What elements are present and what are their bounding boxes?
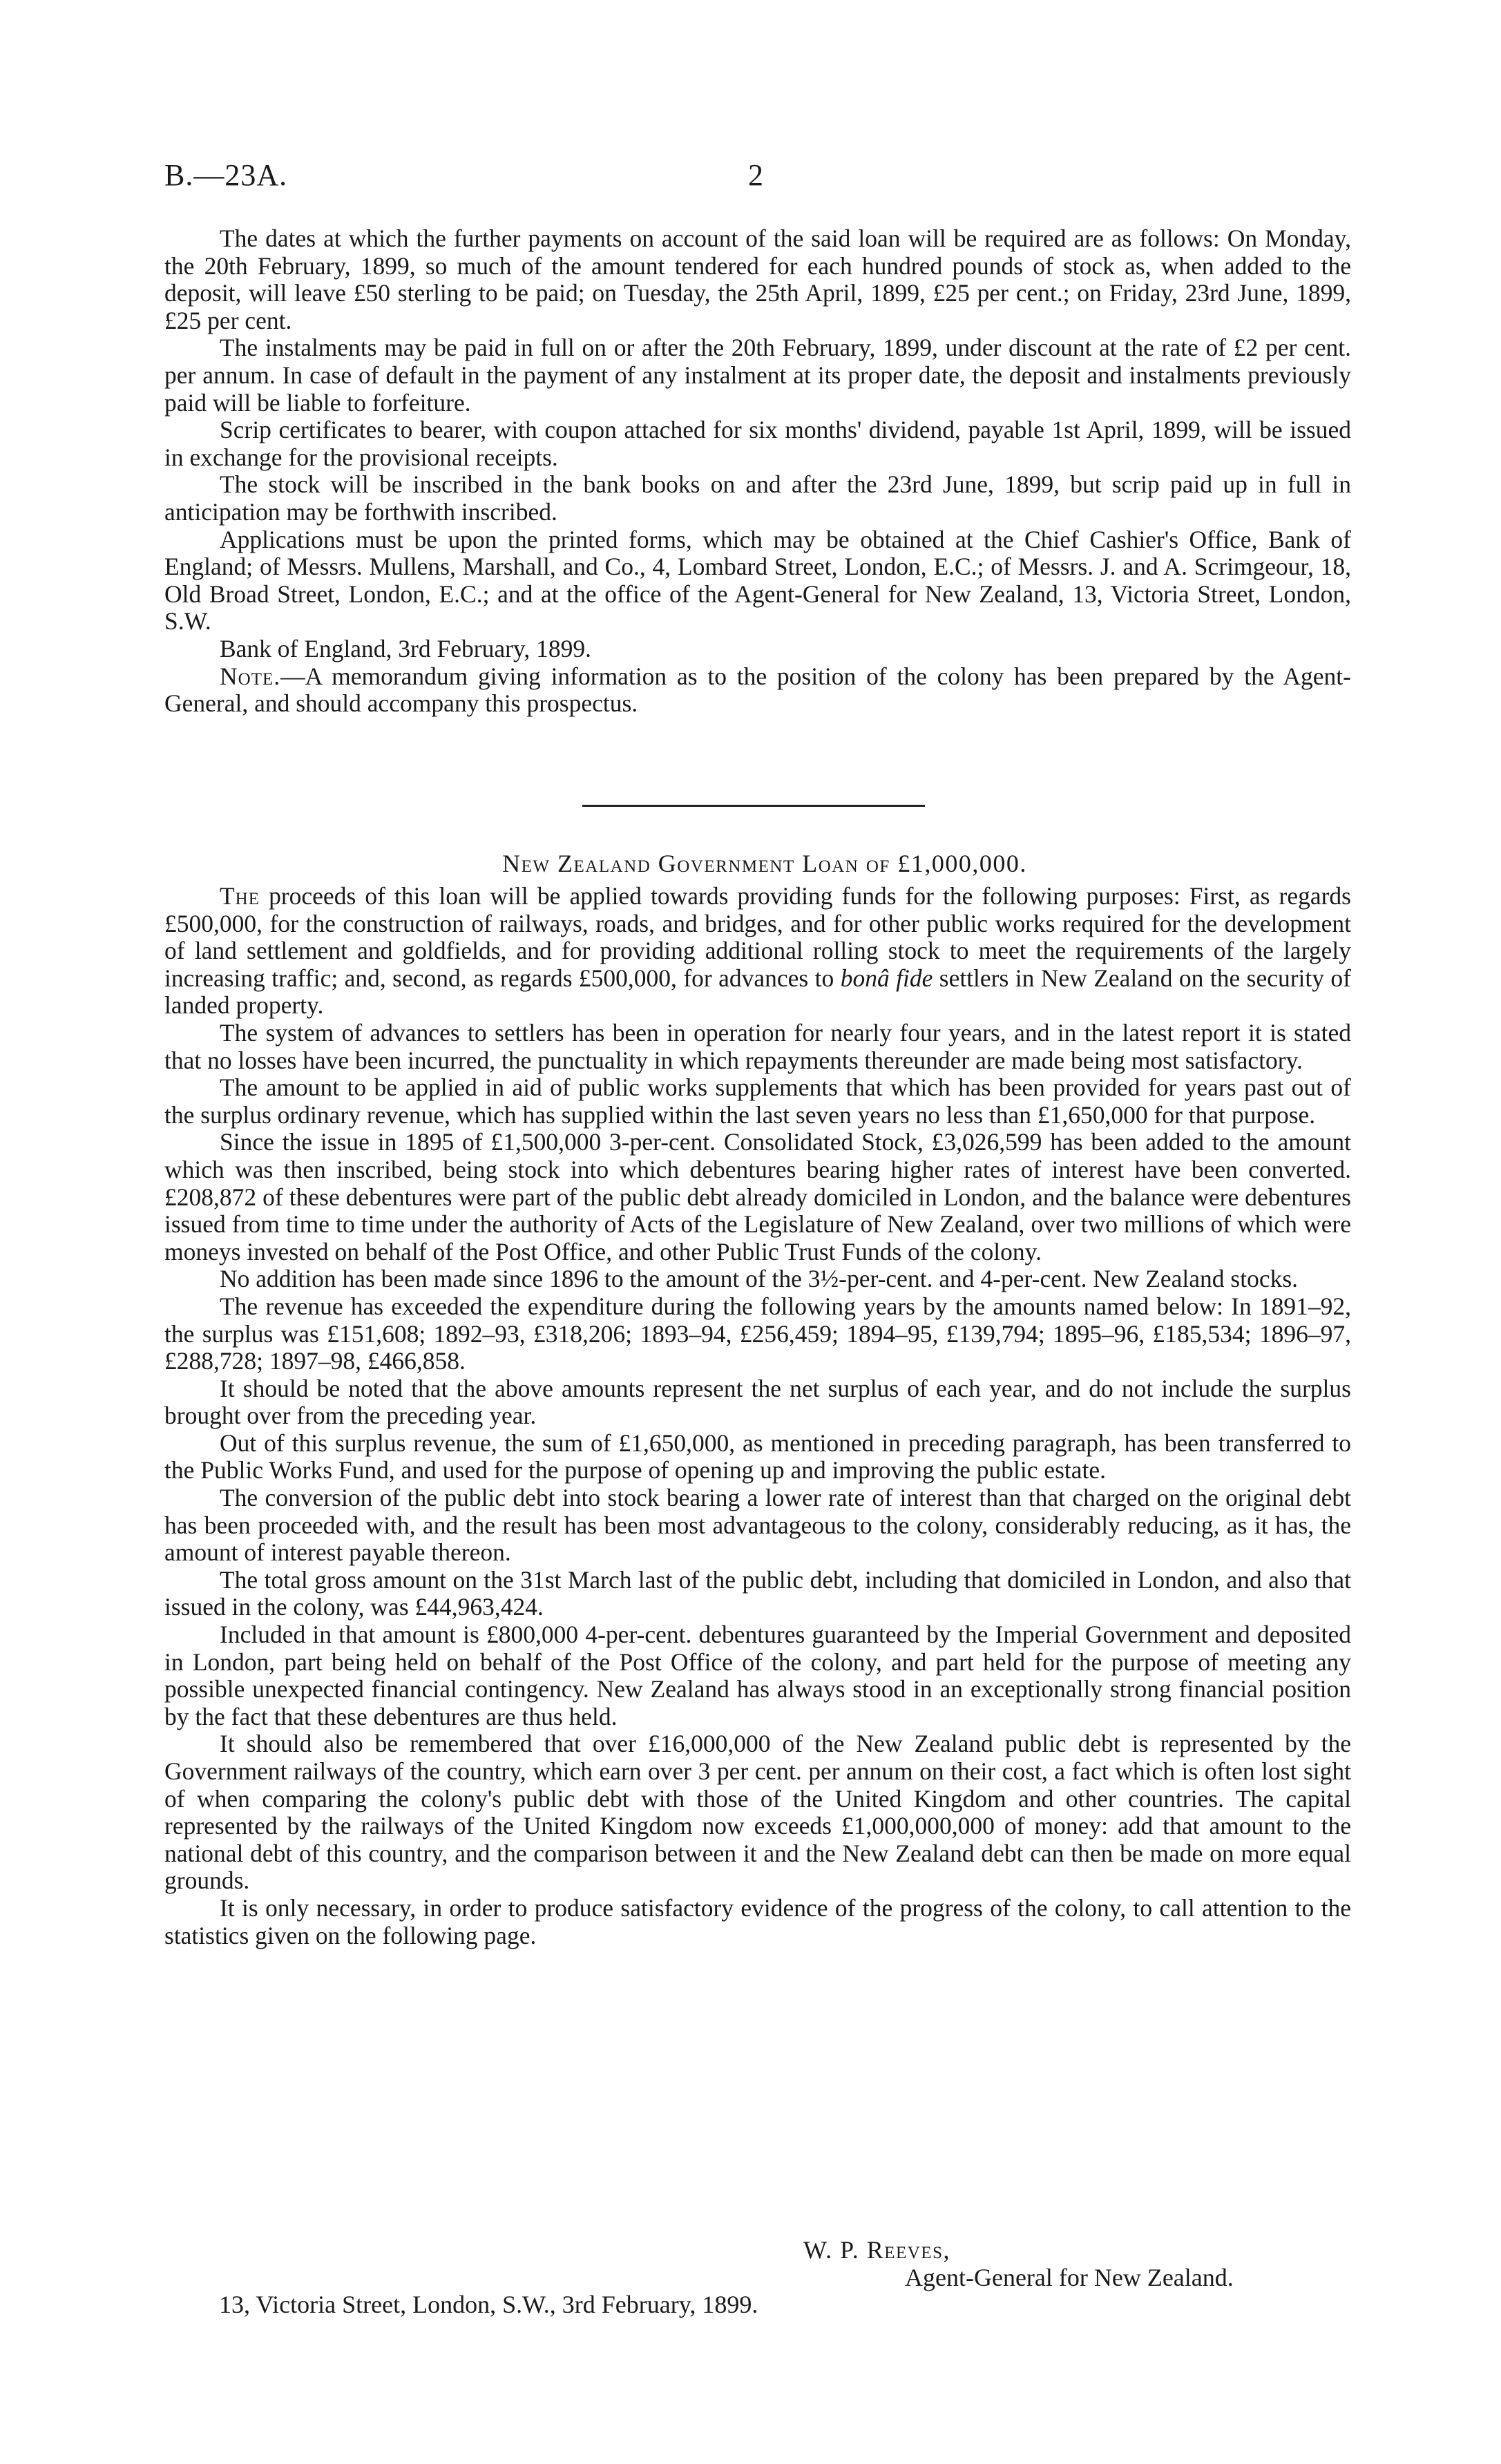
paragraph-scrip-certificates: Scrip certificates to bearer, with coupon attached for six months' dividend, payable 1st April, 1899, will be issued in exchange for the provisional receipts. bbox=[164, 416, 1351, 471]
signatory-title: Agent-General for New Zealand. bbox=[905, 2264, 1234, 2291]
paragraph-instalments: The instalments may be paid in full on or after the 20th February, 1899, under discount at the rate of £2 per cent. per annum. In case of default in the payment of any instalment at its proper date, the deposit and instalments previously paid will be liable to forfeiture. bbox=[164, 334, 1351, 417]
paragraph-text: settlers in New Zealand on the security of landed property. bbox=[164, 964, 1351, 1020]
signoff-address-date: 13, Victoria Street, London, S.W., 3rd February, 1899. bbox=[219, 2291, 758, 2318]
italic-phrase: bonâ fide bbox=[840, 964, 933, 992]
paragraph-railways: It should also be remembered that over £16,000,000 of the New Zealand public debt is represented by the Government railways of the country, which earn over 3 per cent. per annum on their cost, a fact which is often lost sight of when comparing the colony's public debt with those of the United Kingdom and other countries. The capital represented by the railways of the United Kingdom now exceeds £1,000,000,000 of money: add that amount to the national debt of this country, and the comparison between it and the New Zealand debt can then be made on more equal grounds. bbox=[164, 1730, 1351, 1895]
paragraph-advances-system: The system of advances to settlers has been in operation for nearly four years, and in the latest report it is stated that no losses have been incurred, the punctuality in which repayments thereunder are made being most satisfactory. bbox=[164, 1018, 1351, 1074]
paragraph-imperial-debentures: Included in that amount is £800,000 4-per-cent. debentures guaranteed by the Imperial Government and deposited in London, part being held on behalf of the Post Office of the colony, and part held for the purpose of meeting any possible unexpected financial contingency. New Zealand has always stood in an exceptionally strong financial position by the fact that these debentures are thus held. bbox=[164, 1621, 1351, 1730]
note-text: —A memorandum giving information as to the position of the colony has been prepared by the Agent-General, and should accompany this prospectus. bbox=[164, 662, 1351, 718]
paragraph-bank-date: Bank of England, 3rd February, 1899. bbox=[220, 634, 591, 662]
paragraph-consolidated-stock: Since the issue in 1895 of £1,500,000 3-per-cent. Consolidated Stock, £3,026,599 has been added to the amount which was then inscribed, being stock into which debentures bearing higher rates of interest have been converted. £208,872 of these debentures were part of the public debt already domiciled in London, and the balance were debentures issued from time to time under the authority of Acts of the Legislature of New Zealand, over two millions of which were moneys invested on behalf of the Post Office, and other Public Trust Funds of the colony. bbox=[164, 1128, 1351, 1266]
paragraph-total-debt: The total gross amount on the 31st March last of the public debt, including that domiciled in London, and also that issued in the colony, was £44,963,424. bbox=[164, 1565, 1351, 1621]
loan-title: New Zealand Government Loan of £1,000,000. bbox=[502, 850, 1027, 877]
section-divider bbox=[582, 805, 925, 807]
paragraph-net-surplus-note: It should be noted that the above amounts represent the net surplus of each year, and do not include the surplus brought over from the preceding year. bbox=[164, 1374, 1351, 1430]
signatory-name: W. P. Reeves, bbox=[803, 2236, 950, 2264]
prospectus-terms-section bbox=[164, 225, 1351, 718]
paragraph-revenue-surplus: The revenue has exceeded the expenditure during the following years by the amounts named below: In 1891–92, the surplus was £151,608; 1892–93, £318,206; 1893–94, £256,459; 1894–95, £139,794; 1895–96, £185,534; 1896–97, £288,728; 1897–98, £466,858. bbox=[164, 1292, 1351, 1375]
paragraph-text: proceeds of this loan will be applied towards providing funds for the following purposes: First, as regards £500,000, for the construction of railways, roads, and bridges, and for other public works required for the development of land settlement and goldfields, and for providing additional rolling stock to meet the requirements of the largely increasing traffic; and, second, as regards £500,000, for advances to bbox=[164, 882, 1351, 992]
page-header bbox=[164, 157, 1352, 199]
paragraph-public-works-fund: Out of this surplus revenue, the sum of £1,650,000, as mentioned in preceding paragraph, has been transferred to the Public Works Fund, and used for the purpose of opening up and improving the public estate. bbox=[164, 1429, 1351, 1484]
paragraph-public-works: The amount to be applied in aid of public works supplements that which has been provided for years past out of the surplus ordinary revenue, which has supplied within the last seven years no less than £1,650,000 for that purpose. bbox=[164, 1073, 1351, 1129]
paragraph-statistics: It is only necessary, in order to produce satisfactory evidence of the progress of the colony, to call attention to the statistics given on the following page. bbox=[164, 1893, 1351, 1949]
loan-memorandum-section bbox=[164, 883, 1351, 1949]
paragraph-loan-purposes bbox=[164, 883, 1351, 1020]
paragraph-note bbox=[164, 663, 1351, 718]
paragraph-payment-dates: The dates at which the further payments on account of the said loan will be required are as follows: On Monday, the 20th February, 1899, so much of the amount tendered for each hundred pounds of stock as, when added to the deposit, will leave £50 sterling to be paid; on Tuesday, the 25th April, 1899, £25 per cent.; on Friday, 23rd June, 1899, £25 per cent. bbox=[164, 225, 1351, 334]
lead-word: The bbox=[220, 882, 260, 910]
paragraph-debt-conversion: The conversion of the public debt into stock bearing a lower rate of interest than that charged on the original debt has been proceeded with, and the result has been most advantageous to the colony, considerably reducing, as it has, the amount of interest payable thereon. bbox=[164, 1484, 1351, 1567]
note-label: Note. bbox=[220, 662, 281, 690]
paragraph-applications: Applications must be upon the printed forms, which may be obtained at the Chief Cashier's Office, Bank of England; of Messrs. Mullens, Marshall, and Co., 4, Lombard Street, London, E.C.; of Messrs. J. and A. Scrimgeour, 18, Old Broad Street, London, E.C.; and at the office of the Agent-General for New Zealand, 13, Victoria Street, London, S.W. bbox=[164, 525, 1351, 636]
paragraph-no-addition: No addition has been made since 1896 to the amount of the 3½-per-cent. and 4-per-cent. New Zealand stocks. bbox=[220, 1265, 1299, 1293]
paragraph-stock-inscription: The stock will be inscribed in the bank books on and after the 23rd June, 1899, but scrip paid up in full in anticipation may be forthwith inscribed. bbox=[164, 470, 1351, 526]
document-code: B.—23A. bbox=[164, 158, 288, 192]
page-number: 2 bbox=[748, 158, 763, 192]
